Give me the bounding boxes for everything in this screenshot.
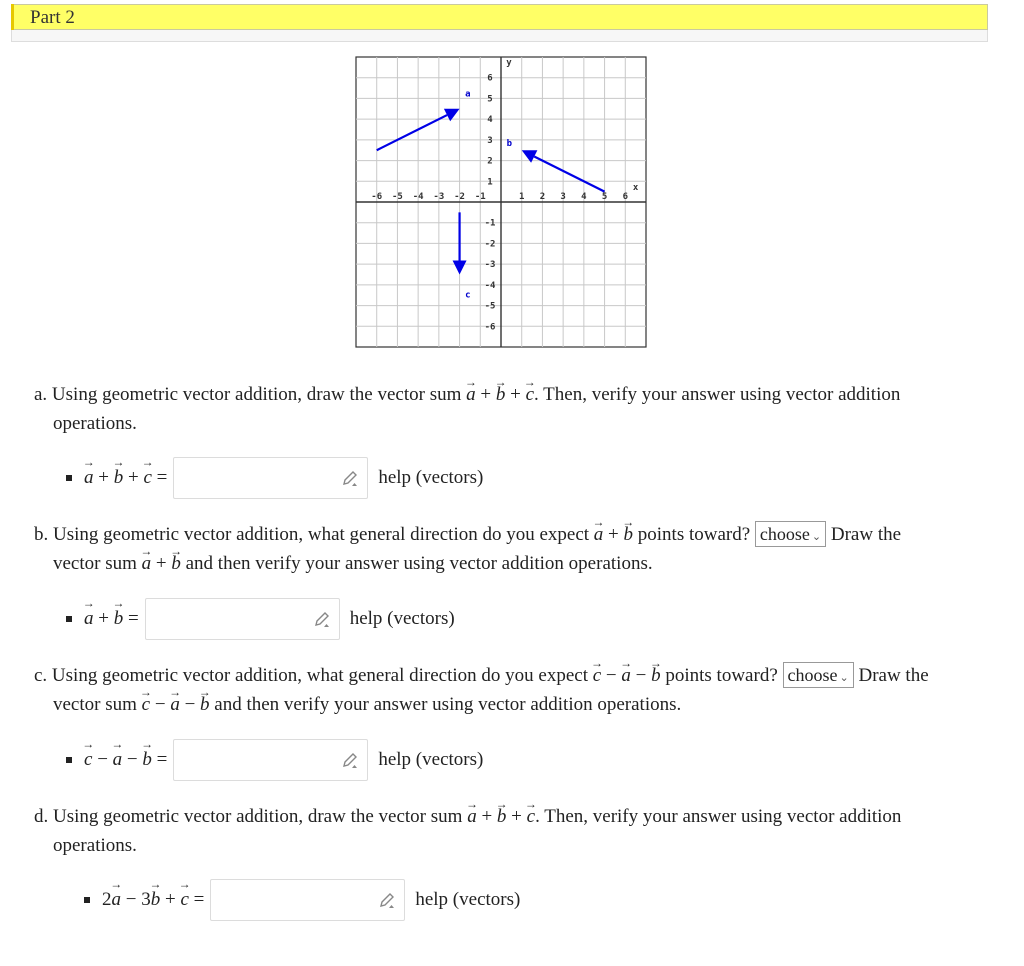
y-tick-label: -5 xyxy=(484,301,496,312)
direction-select-b[interactable] xyxy=(755,521,826,547)
question-c-after: Draw the xyxy=(858,665,929,686)
question-a-mid: . Then, verify your answer using vector addition xyxy=(534,384,901,405)
vec-b: b → xyxy=(114,467,124,489)
question-c-line2a: vector sum xyxy=(53,694,137,715)
answer-input-b[interactable] xyxy=(145,598,340,640)
part-accent xyxy=(11,4,14,30)
answer-row-c xyxy=(66,738,483,782)
question-b-mid: points toward? xyxy=(637,524,751,545)
vec-b: b → xyxy=(496,380,506,409)
question-d-mid: . Then, verify your answer using vector addition xyxy=(535,806,902,827)
op: − xyxy=(126,749,138,770)
y-tick-label: 6 xyxy=(487,73,493,84)
question-a-prefix: a. Using geometric vector addition, draw the vector sum xyxy=(34,384,462,405)
op: − xyxy=(125,889,137,910)
vector-c-label: c xyxy=(465,290,471,301)
equals: = xyxy=(156,467,168,488)
vec-c: c → xyxy=(142,690,150,719)
vec-a: a → xyxy=(84,608,94,630)
vec-a: a → xyxy=(466,380,476,409)
pencil-icon[interactable] xyxy=(313,611,331,629)
vec-b: b → xyxy=(114,608,124,630)
vec-a: a → xyxy=(142,549,152,578)
answer-input-a[interactable] xyxy=(173,457,368,499)
vec-c: c → xyxy=(84,749,92,771)
vec-c: c → xyxy=(526,380,534,409)
pencil-icon[interactable] xyxy=(341,752,359,770)
x-tick-label: 4 xyxy=(581,192,587,202)
op: − xyxy=(635,665,647,686)
y-tick-label: 3 xyxy=(487,135,493,146)
help-link-c[interactable]: help (vectors) xyxy=(378,749,484,770)
question-b xyxy=(34,520,994,578)
equals: = xyxy=(193,889,205,910)
y-tick-label: -1 xyxy=(484,218,496,229)
y-tick-label: 1 xyxy=(487,177,493,188)
question-b-line2b: and then verify your answer using vector addition operations. xyxy=(185,553,653,574)
chevron-down-icon: ⌄ xyxy=(811,531,822,544)
x-tick-label: -4 xyxy=(412,192,424,202)
coef-a: 2 xyxy=(102,889,112,910)
x-tick-label: 5 xyxy=(601,192,608,202)
vec-b: b → xyxy=(624,520,634,549)
vec-a: a → xyxy=(170,690,180,719)
vec-c: c → xyxy=(527,802,535,831)
op: + xyxy=(511,806,522,827)
vec-a: a → xyxy=(84,467,94,489)
vec-c: c → xyxy=(180,889,188,911)
op: + xyxy=(481,806,493,827)
x-tick-label: -6 xyxy=(371,192,383,202)
x-tick-label: 3 xyxy=(560,192,566,202)
bullet xyxy=(84,897,90,903)
op: − xyxy=(97,749,108,770)
question-c-prefix: c. Using geometric vector addition, what general direction do you expect xyxy=(34,665,588,686)
op: − xyxy=(605,665,617,686)
x-tick-label: -1 xyxy=(474,192,486,202)
question-d-line2: operations. xyxy=(53,835,137,856)
x-tick-label: 6 xyxy=(622,192,628,202)
y-tick-label: -4 xyxy=(484,280,496,291)
vec-a: a → xyxy=(112,889,122,911)
y-tick-label: 2 xyxy=(487,156,493,167)
x-tick-label: -2 xyxy=(454,192,465,202)
question-b-prefix: b. Using geometric vector addition, what general direction do you expect xyxy=(34,524,590,545)
question-d-prefix: d. Using geometric vector addition, draw the vector sum xyxy=(34,806,463,827)
vector-a-label: a xyxy=(465,89,471,100)
select-value: choose xyxy=(787,665,838,686)
op: + xyxy=(608,524,619,545)
y-tick-label: 5 xyxy=(487,94,493,105)
question-a xyxy=(34,380,994,438)
part-title: Part 2 xyxy=(30,7,75,28)
op: + xyxy=(164,889,176,910)
question-c xyxy=(34,661,994,719)
y-tick-label: -3 xyxy=(484,260,496,271)
vec-b: b → xyxy=(142,749,152,771)
vector-b-label: b xyxy=(506,139,512,150)
op: + xyxy=(98,467,109,488)
y-tick-label: -6 xyxy=(484,322,496,333)
y-tick-label: -2 xyxy=(484,239,496,250)
answer-input-d[interactable] xyxy=(210,879,405,921)
op: + xyxy=(127,467,139,488)
answer-row-a xyxy=(66,456,483,500)
help-link-a[interactable]: help (vectors) xyxy=(378,467,484,488)
question-b-after: Draw the xyxy=(830,524,902,545)
chevron-down-icon: ⌄ xyxy=(839,672,849,685)
op: + xyxy=(98,608,109,629)
bullet xyxy=(66,757,72,763)
y-axis-label: y xyxy=(506,58,512,68)
x-tick-label: 2 xyxy=(539,192,546,202)
op: + xyxy=(510,384,521,405)
op: − xyxy=(184,694,196,715)
vec-b: b → xyxy=(651,661,661,690)
x-axis-label: x xyxy=(632,183,639,193)
coef-b: 3 xyxy=(141,889,151,910)
vec-b: b → xyxy=(497,802,507,831)
pencil-icon[interactable] xyxy=(378,892,396,910)
vec-c: c → xyxy=(593,661,601,690)
vec-c: c → xyxy=(143,467,151,489)
vector-graph xyxy=(355,56,647,348)
vec-b: b → xyxy=(200,690,210,719)
op: − xyxy=(154,694,166,715)
direction-select-c[interactable] xyxy=(783,662,854,688)
question-c-mid: points toward? xyxy=(665,665,778,686)
bullet xyxy=(66,616,72,622)
x-tick-label: -5 xyxy=(392,192,403,202)
x-tick-label: 1 xyxy=(519,192,525,202)
y-tick-label: 4 xyxy=(487,115,493,126)
question-d xyxy=(34,802,994,860)
equals: = xyxy=(156,749,168,770)
answer-input-c[interactable] xyxy=(173,739,368,781)
op: + xyxy=(480,384,492,405)
answer-row-d xyxy=(84,878,520,922)
vec-a: a → xyxy=(621,661,631,690)
bullet xyxy=(66,475,72,481)
equals: = xyxy=(127,608,139,629)
help-link-d[interactable]: help (vectors) xyxy=(415,889,521,910)
question-a-line2: operations. xyxy=(53,413,137,434)
help-link-b[interactable]: help (vectors) xyxy=(349,608,455,629)
part-header[interactable] xyxy=(11,4,988,30)
question-b-line2a: vector sum xyxy=(53,553,137,574)
vec-a: a → xyxy=(594,520,604,549)
part-sub-bar xyxy=(11,30,988,42)
pencil-icon[interactable] xyxy=(341,470,359,488)
x-tick-label: -3 xyxy=(433,192,445,202)
vec-b: b → xyxy=(151,889,161,911)
vec-b: b → xyxy=(171,549,181,578)
select-value: choose xyxy=(759,524,810,545)
op: + xyxy=(155,553,167,574)
vec-a: a → xyxy=(467,802,477,831)
answer-row-b xyxy=(66,597,455,641)
question-c-line2b: and then verify your answer using vector addition operations. xyxy=(214,694,682,715)
vec-a: a → xyxy=(113,749,123,771)
